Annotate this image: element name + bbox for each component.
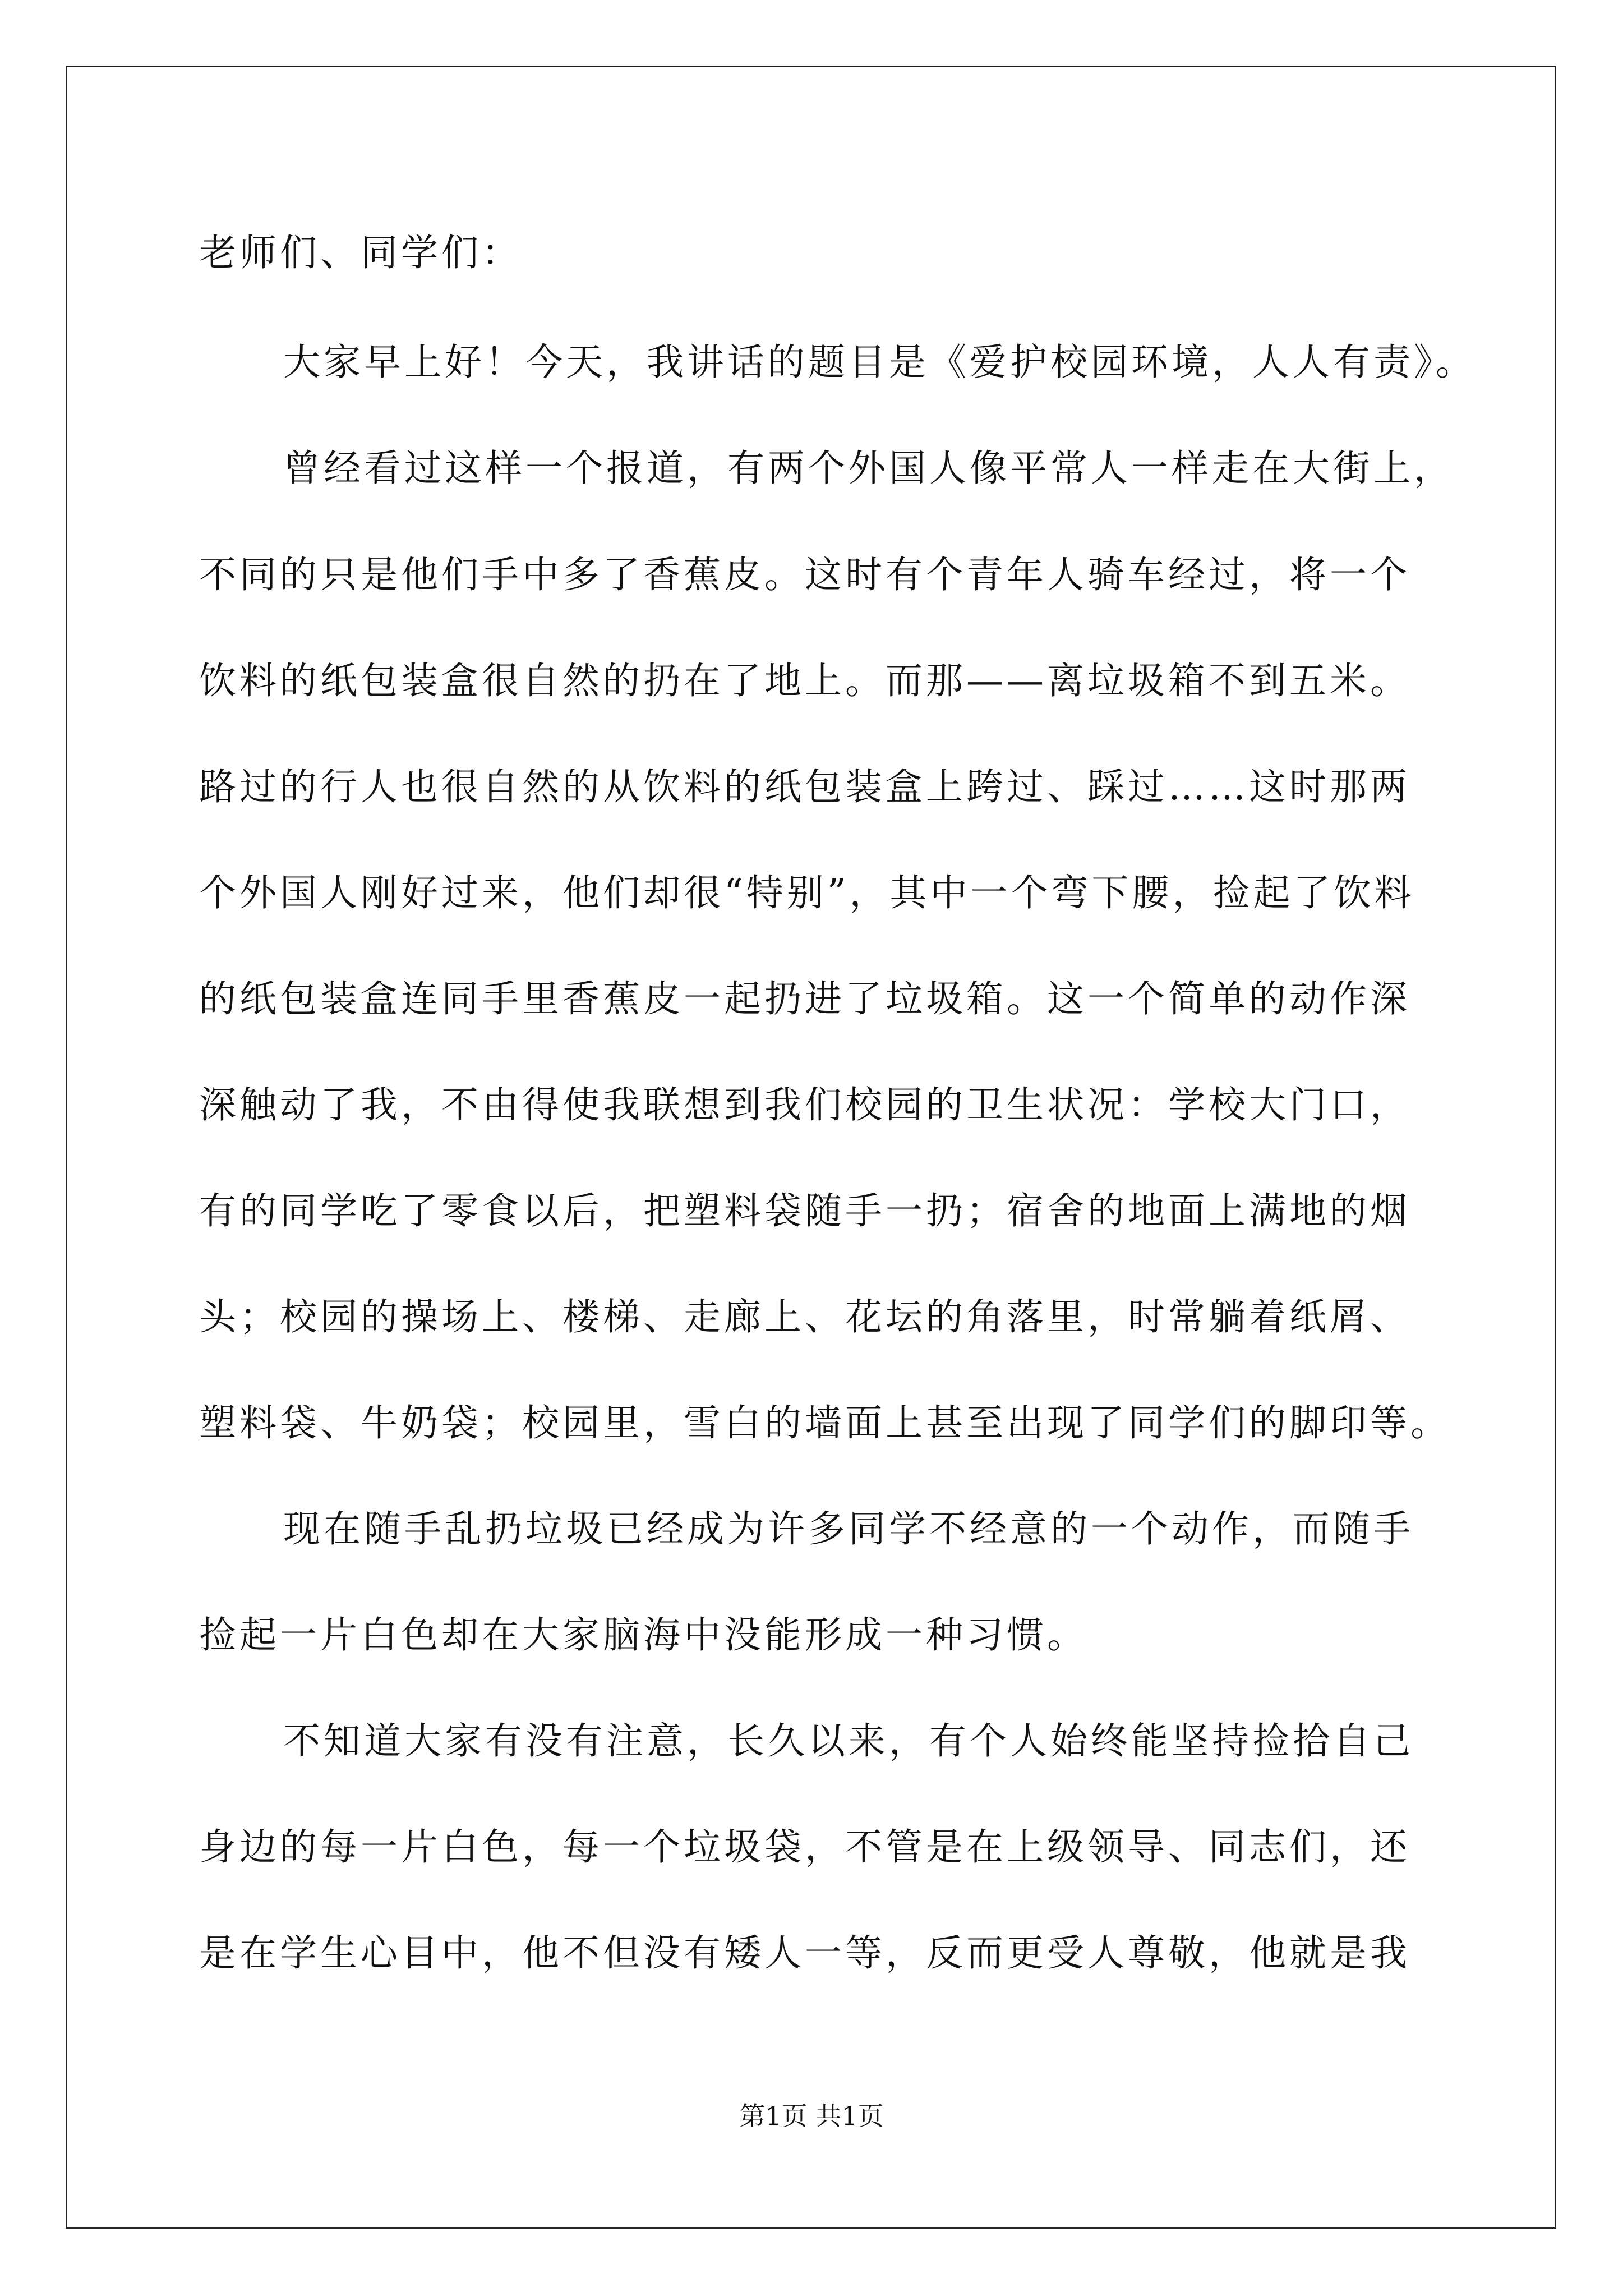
text-line: 塑料袋、牛奶袋；校园里，雪白的墙面上甚至出现了同学们的脚印等。	[199, 1401, 1451, 1444]
text-line: 头；校园的操场上、楼梯、走廊上、花坛的角落里，时常躺着纸屑、	[199, 1295, 1410, 1338]
text-line: 现在随手乱扔垃圾已经成为许多同学不经意的一个动作，而随手	[283, 1507, 1414, 1550]
text-line: 的纸包装盒连同手里香蕉皮一起扔进了垃圾箱。这一个简单的动作深	[199, 977, 1410, 1020]
text-line: 路过的行人也很自然的从饮料的纸包装盒上跨过、踩过……这时那两	[199, 765, 1410, 808]
text-line: 捡起一片白色却在大家脑海中没能形成一种习惯。	[199, 1613, 1087, 1657]
text-line: 有的同学吃了零食以后，把塑料袋随手一扔；宿舍的地面上满地的烟	[199, 1189, 1410, 1232]
text-line: 曾经看过这样一个报道，有两个外国人像平常人一样走在大街上，	[283, 447, 1454, 490]
greeting-line: 老师们、同学们：	[199, 231, 522, 274]
text-line: 饮料的纸包装盒很自然的扔在了地上。而那——离垃圾箱不到五米。	[199, 659, 1410, 702]
text-line: 个外国人刚好过来，他们却很“特别”，其中一个弯下腰，捡起了饮料	[199, 871, 1415, 914]
text-line: 不知道大家有没有注意，长久以来，有个人始终能坚持捡拾自己	[283, 1719, 1414, 1763]
page-footer: 第1页 共1页	[739, 2101, 884, 2131]
text-line: 不同的只是他们手中多了香蕉皮。这时有个青年人骑车经过，将一个	[199, 553, 1410, 596]
text-line: 大家早上好！今天，我讲话的题目是《爱护校园环境，人人有责》。	[283, 341, 1476, 384]
text-line: 是在学生心目中，他不但没有矮人一等，反而更受人尊敬，他就是我	[199, 1931, 1410, 1975]
page-border	[66, 66, 1556, 2229]
text-line: 身边的每一片白色，每一个垃圾袋，不管是在上级领导、同志们，还	[199, 1825, 1410, 1869]
text-line: 深触动了我，不由得使我联想到我们校园的卫生状况：学校大门口，	[199, 1083, 1410, 1126]
